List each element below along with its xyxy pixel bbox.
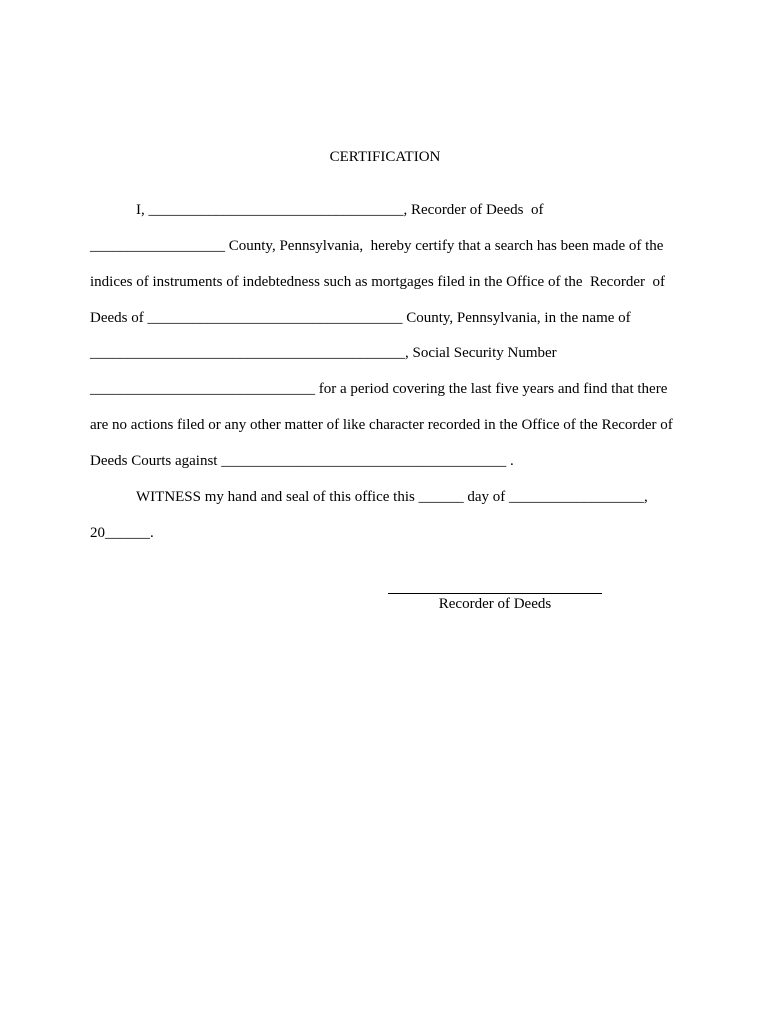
body-line-8: Deeds Courts against ______________________________________ . xyxy=(90,453,514,469)
body-line-2: __________________ County, Pennsylvania, hereby certify that a search has been made of the xyxy=(90,238,664,254)
body-line-3: indices of instruments of indebtedness such as mortgages filed in the Office of the Recorder of xyxy=(90,274,665,290)
body-line-6: ______________________________ for a period covering the last five years and find that there xyxy=(90,381,668,397)
body-line-5: __________________________________________, Social Security Number xyxy=(90,345,557,361)
signature-label: Recorder of Deeds xyxy=(438,596,552,612)
signature-block xyxy=(388,580,602,613)
body-line-1: I, __________________________________, Recorder of Deeds of xyxy=(136,202,544,218)
year-line: 20______. xyxy=(90,525,154,541)
witness-line: WITNESS my hand and seal of this office this ______ day of __________________, xyxy=(136,489,648,505)
body-line-7: are no actions filed or any other matter of like character recorded in the Office of the Recorder of xyxy=(90,417,673,433)
signature-line xyxy=(388,580,602,594)
body-line-4: Deeds of __________________________________ County, Pennsylvania, in the name of xyxy=(90,310,631,326)
document-title: CERTIFICATION xyxy=(329,149,441,165)
